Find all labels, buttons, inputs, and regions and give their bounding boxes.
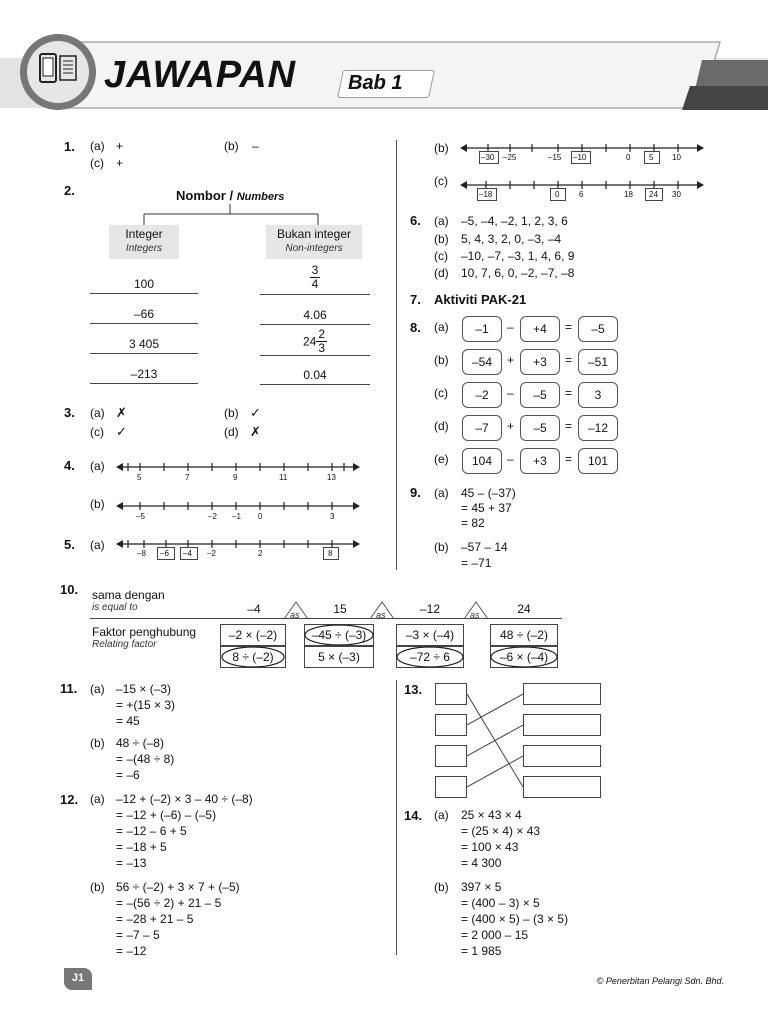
tick-label: 30 bbox=[672, 190, 681, 199]
q8-number: 8. bbox=[410, 320, 421, 335]
chapter-label: Bab 1 bbox=[348, 72, 403, 94]
q12-b-line: = –28 + 21 – 5 bbox=[116, 912, 194, 926]
q2-root: Nombor / Numbers bbox=[176, 188, 285, 203]
q3-c-label: (c) bbox=[90, 425, 104, 439]
q8-box: –1 bbox=[462, 316, 502, 342]
q5-number: 5. bbox=[64, 537, 75, 552]
q8-box: –54 bbox=[462, 349, 502, 375]
q12-a-line: –12 + (–2) × 3 – 40 ÷ (–8) bbox=[116, 792, 253, 806]
q8-row-label: (a) bbox=[434, 320, 449, 334]
q3-b-check-icon: ✓ bbox=[250, 405, 261, 420]
q10-value: –12 bbox=[419, 602, 441, 616]
tick-label: 7 bbox=[185, 473, 190, 482]
q2-number: 2. bbox=[64, 183, 75, 198]
q8-box: +4 bbox=[520, 316, 560, 342]
tick-label: 10 bbox=[672, 153, 681, 162]
q8-operator: – bbox=[507, 320, 514, 334]
q2-int-3: 3 405 bbox=[128, 337, 160, 351]
q10-top-expr: –45 ÷ (–3) bbox=[311, 628, 367, 642]
q11-number: 11. bbox=[60, 681, 78, 696]
q8-box: –5 bbox=[578, 316, 618, 342]
q10-as-wedges bbox=[280, 600, 500, 620]
q10-bot-expr: 5 × (–3) bbox=[318, 650, 360, 664]
q14-b-line: = (400 – 3) × 5 bbox=[461, 896, 540, 910]
q3-number: 3. bbox=[64, 405, 75, 420]
q6-c-value: –10, –7, –3, 1, 4, 6, 9 bbox=[461, 249, 575, 263]
q8-equals: = bbox=[565, 386, 573, 400]
q10-row2-label-en: Relating factor bbox=[92, 639, 157, 650]
column-divider-top bbox=[396, 140, 397, 570]
q8-box: –12 bbox=[578, 415, 618, 441]
q2-integer-title: Integer bbox=[125, 227, 163, 241]
q13-left-box bbox=[435, 683, 467, 705]
tick-label: –10 bbox=[573, 153, 587, 162]
q5-a-label: (a) bbox=[90, 538, 105, 552]
q8-row-label: (b) bbox=[434, 353, 449, 367]
tick-label: 2 bbox=[258, 549, 263, 558]
q4-b-label: (b) bbox=[90, 497, 105, 511]
q11-b-line: = –6 bbox=[116, 768, 140, 782]
q3-a-cross-icon: ✗ bbox=[116, 405, 127, 420]
q2-line bbox=[90, 323, 198, 324]
q11-a-line: = 45 bbox=[116, 714, 140, 728]
q6-b-value: 5, 4, 3, 2, 0, –3, –4 bbox=[461, 232, 562, 246]
tick-label: –2 bbox=[207, 549, 216, 558]
q13-left-box bbox=[435, 714, 467, 736]
q9-b-line: = –71 bbox=[461, 556, 492, 570]
q8-equals: = bbox=[565, 452, 573, 466]
q1-b-label: (b) bbox=[224, 139, 239, 153]
q2-int-1: 100 bbox=[133, 277, 155, 291]
q8-operator: + bbox=[507, 353, 515, 367]
column-divider-bottom bbox=[396, 680, 397, 955]
q14-b-line: = 2 000 – 15 bbox=[461, 928, 529, 942]
q10-number: 10. bbox=[60, 582, 79, 597]
q11-b-line: = –(48 ÷ 8) bbox=[116, 752, 175, 766]
q6-d-value: 10, 7, 6, 0, –2, –7, –8 bbox=[461, 266, 575, 280]
q8-row-label: (e) bbox=[434, 452, 449, 466]
q1-a-value: + bbox=[116, 139, 124, 153]
q3-b-label: (b) bbox=[224, 406, 239, 420]
q8-row-label: (d) bbox=[434, 419, 449, 433]
q10-as-label: as bbox=[290, 610, 300, 620]
q13-matching-lines bbox=[467, 683, 523, 798]
q13-right-box bbox=[523, 714, 601, 736]
q12-a-line: = –12 – 6 + 5 bbox=[116, 824, 187, 838]
q14-b-label: (b) bbox=[434, 880, 449, 894]
q8-box: –5 bbox=[520, 382, 560, 408]
q3-a-label: (a) bbox=[90, 406, 105, 420]
q14-a-line: = 100 × 43 bbox=[461, 840, 519, 854]
q2-int-2: –66 bbox=[133, 307, 155, 321]
tick-label: 18 bbox=[624, 190, 633, 199]
q5-b-label: (b) bbox=[434, 141, 449, 155]
tick-label: 9 bbox=[233, 473, 238, 482]
q2-line bbox=[260, 384, 370, 385]
q1-a-label: (a) bbox=[90, 139, 105, 153]
q10-value: –4 bbox=[247, 602, 261, 616]
q6-b-label: (b) bbox=[434, 232, 449, 246]
q14-a-line: = (25 × 4) × 43 bbox=[461, 824, 541, 838]
q2-frac: $\frac{3}{4}$ bbox=[311, 263, 319, 291]
q2-line bbox=[260, 294, 370, 295]
q2-line bbox=[90, 383, 198, 384]
q8-box: –51 bbox=[578, 349, 618, 375]
q2-nonint-2: 4.06 bbox=[303, 308, 327, 322]
q3-c-check-icon: ✓ bbox=[116, 424, 127, 439]
q10-top-expr: 48 ÷ (–2) bbox=[500, 628, 548, 642]
q12-a-line: = –18 + 5 bbox=[116, 840, 167, 854]
q8-box: 101 bbox=[578, 448, 618, 474]
q11-a-label: (a) bbox=[90, 682, 105, 696]
q6-number: 6. bbox=[410, 213, 421, 228]
q9-a-line: = 45 + 37 bbox=[461, 501, 512, 515]
q9-a-line: 45 – (–37) bbox=[461, 486, 516, 500]
q3-d-label: (d) bbox=[224, 425, 239, 439]
q8-equals: = bbox=[565, 353, 573, 367]
q6-a-value: –5, –4, –2, 1, 2, 3, 6 bbox=[461, 214, 568, 228]
q6-d-label: (d) bbox=[434, 266, 449, 280]
q12-b-line: = –(56 ÷ 2) + 21 – 5 bbox=[116, 896, 222, 910]
q12-a-line: = –13 bbox=[116, 856, 147, 870]
tick-label: 6 bbox=[579, 190, 584, 199]
q6-a-label: (a) bbox=[434, 214, 449, 228]
q11-b-label: (b) bbox=[90, 736, 105, 750]
q4-b-number-line bbox=[116, 499, 361, 513]
tick-label: 5 bbox=[137, 473, 142, 482]
page-number: J1 bbox=[71, 972, 85, 984]
q1-b-value: – bbox=[252, 139, 259, 153]
q10-as-label: as bbox=[376, 610, 386, 620]
q9-a-label: (a) bbox=[434, 486, 449, 500]
q12-number: 12. bbox=[60, 792, 79, 807]
tick-label: 8 bbox=[328, 549, 333, 558]
tick-label: –15 bbox=[548, 153, 562, 162]
q9-number: 9. bbox=[410, 485, 421, 500]
q1-c-label: (c) bbox=[90, 156, 104, 170]
q4-number: 4. bbox=[64, 458, 75, 473]
q10-bot-expr: –6 × (–4) bbox=[499, 650, 549, 664]
tick-label: –30 bbox=[481, 153, 495, 162]
q13-right-box bbox=[523, 745, 601, 767]
q12-a-line: = –12 + (–6) – (–5) bbox=[116, 808, 217, 822]
q7-value: Aktiviti PAK-21 bbox=[434, 292, 527, 307]
q7-number: 7. bbox=[410, 292, 421, 307]
q8-operator: + bbox=[507, 419, 515, 433]
q1-number: 1. bbox=[64, 139, 75, 154]
q9-b-line: –57 – 14 bbox=[461, 540, 508, 554]
q2-line bbox=[260, 324, 370, 325]
tick-label: 0 bbox=[555, 190, 560, 199]
q14-a-line: = 4 300 bbox=[461, 856, 502, 870]
tick-label: –8 bbox=[137, 549, 146, 558]
q10-row1-label: sama dengan bbox=[92, 588, 165, 602]
q8-row-label: (c) bbox=[434, 386, 448, 400]
q2-integer-title-en: Integers bbox=[125, 243, 163, 254]
q2-nonint-4: 0.04 bbox=[303, 368, 327, 382]
tick-label: –25 bbox=[503, 153, 517, 162]
q10-bot-expr: –72 ÷ 6 bbox=[410, 650, 450, 664]
q14-a-line: 25 × 43 × 4 bbox=[461, 808, 522, 822]
q1-c-value: + bbox=[116, 156, 124, 170]
page-title: JAWAPAN bbox=[104, 54, 297, 96]
tick-label: 3 bbox=[330, 512, 335, 521]
q13-left-box bbox=[435, 776, 467, 798]
q2-int-4: –213 bbox=[130, 367, 158, 381]
q2-line bbox=[260, 355, 370, 356]
copyright: © Penerbitan Pelangi Sdn. Bhd. bbox=[596, 976, 724, 986]
tick-label: –18 bbox=[479, 190, 493, 199]
q10-value: 15 bbox=[333, 602, 347, 616]
q4-a-label: (a) bbox=[90, 459, 105, 473]
q14-number: 14. bbox=[404, 808, 423, 823]
q3-d-cross-icon: ✗ bbox=[250, 424, 261, 439]
q8-operator: – bbox=[507, 386, 514, 400]
q14-a-label: (a) bbox=[434, 808, 449, 822]
q13-left-box bbox=[435, 745, 467, 767]
q5-c-label: (c) bbox=[434, 174, 448, 188]
q9-a-line: = 82 bbox=[461, 516, 485, 530]
q14-b-line: 397 × 5 bbox=[461, 880, 502, 894]
tablet-book-icon bbox=[36, 50, 82, 90]
q8-box: –7 bbox=[462, 415, 502, 441]
q14-b-line: = (400 × 5) – (3 × 5) bbox=[461, 912, 569, 926]
q8-box: –5 bbox=[520, 415, 560, 441]
q11-a-line: = +(15 × 3) bbox=[116, 698, 176, 712]
q13-right-box bbox=[523, 683, 601, 705]
q10-value: 24 bbox=[517, 602, 531, 616]
tick-label: –2 bbox=[208, 512, 217, 521]
q10-bot-expr: 8 ÷ (–2) bbox=[232, 650, 274, 664]
q8-box: +3 bbox=[520, 448, 560, 474]
tick-label: 11 bbox=[279, 473, 288, 482]
q6-c-label: (c) bbox=[434, 249, 448, 263]
q12-b-line: = –12 bbox=[116, 944, 147, 958]
tick-label: 5 bbox=[649, 153, 654, 162]
q9-b-label: (b) bbox=[434, 540, 449, 554]
q2-mixed: 24 $\frac{2}{3}$ bbox=[302, 327, 326, 355]
q2-line bbox=[90, 353, 198, 354]
q4-a-number-line bbox=[116, 460, 361, 474]
q8-box: +3 bbox=[520, 349, 560, 375]
q11-a-line: –15 × (–3) bbox=[116, 682, 172, 696]
tick-label: 13 bbox=[327, 473, 336, 482]
q2-nonint-title: Bukan integer bbox=[276, 227, 352, 241]
q8-equals: = bbox=[565, 419, 573, 433]
q14-b-line: = 1 985 bbox=[461, 944, 502, 958]
tick-label: –6 bbox=[160, 549, 169, 558]
tick-label: 0 bbox=[258, 512, 263, 521]
q12-b-line: 56 ÷ (–2) + 3 × 7 + (–5) bbox=[116, 880, 240, 894]
q12-a-label: (a) bbox=[90, 792, 105, 806]
q12-b-label: (b) bbox=[90, 880, 105, 894]
q2-line bbox=[90, 293, 198, 294]
q10-row1-label-en: is equal to bbox=[92, 602, 138, 613]
q10-top-expr: –2 × (–2) bbox=[228, 628, 278, 642]
q12-b-line: = –7 – 5 bbox=[116, 928, 160, 942]
tick-label: –5 bbox=[136, 512, 145, 521]
q11-b-line: 48 ÷ (–8) bbox=[116, 736, 164, 750]
q10-as-label: as bbox=[470, 610, 480, 620]
tick-label: –1 bbox=[232, 512, 241, 521]
q13-number: 13. bbox=[404, 682, 423, 697]
q8-box: 104 bbox=[462, 448, 502, 474]
q10-row2-label: Faktor penghubung bbox=[92, 625, 197, 639]
q8-box: –2 bbox=[462, 382, 502, 408]
q8-box: 3 bbox=[578, 382, 618, 408]
tick-label: 0 bbox=[626, 153, 631, 162]
q10-top-expr: –3 × (–4) bbox=[405, 628, 455, 642]
q2-nonint-title-en: Non-integers bbox=[285, 243, 343, 254]
q8-operator: – bbox=[507, 452, 514, 466]
tick-label: 24 bbox=[649, 190, 658, 199]
tick-label: –4 bbox=[183, 549, 192, 558]
q8-equals: = bbox=[565, 320, 573, 334]
q13-right-box bbox=[523, 776, 601, 798]
